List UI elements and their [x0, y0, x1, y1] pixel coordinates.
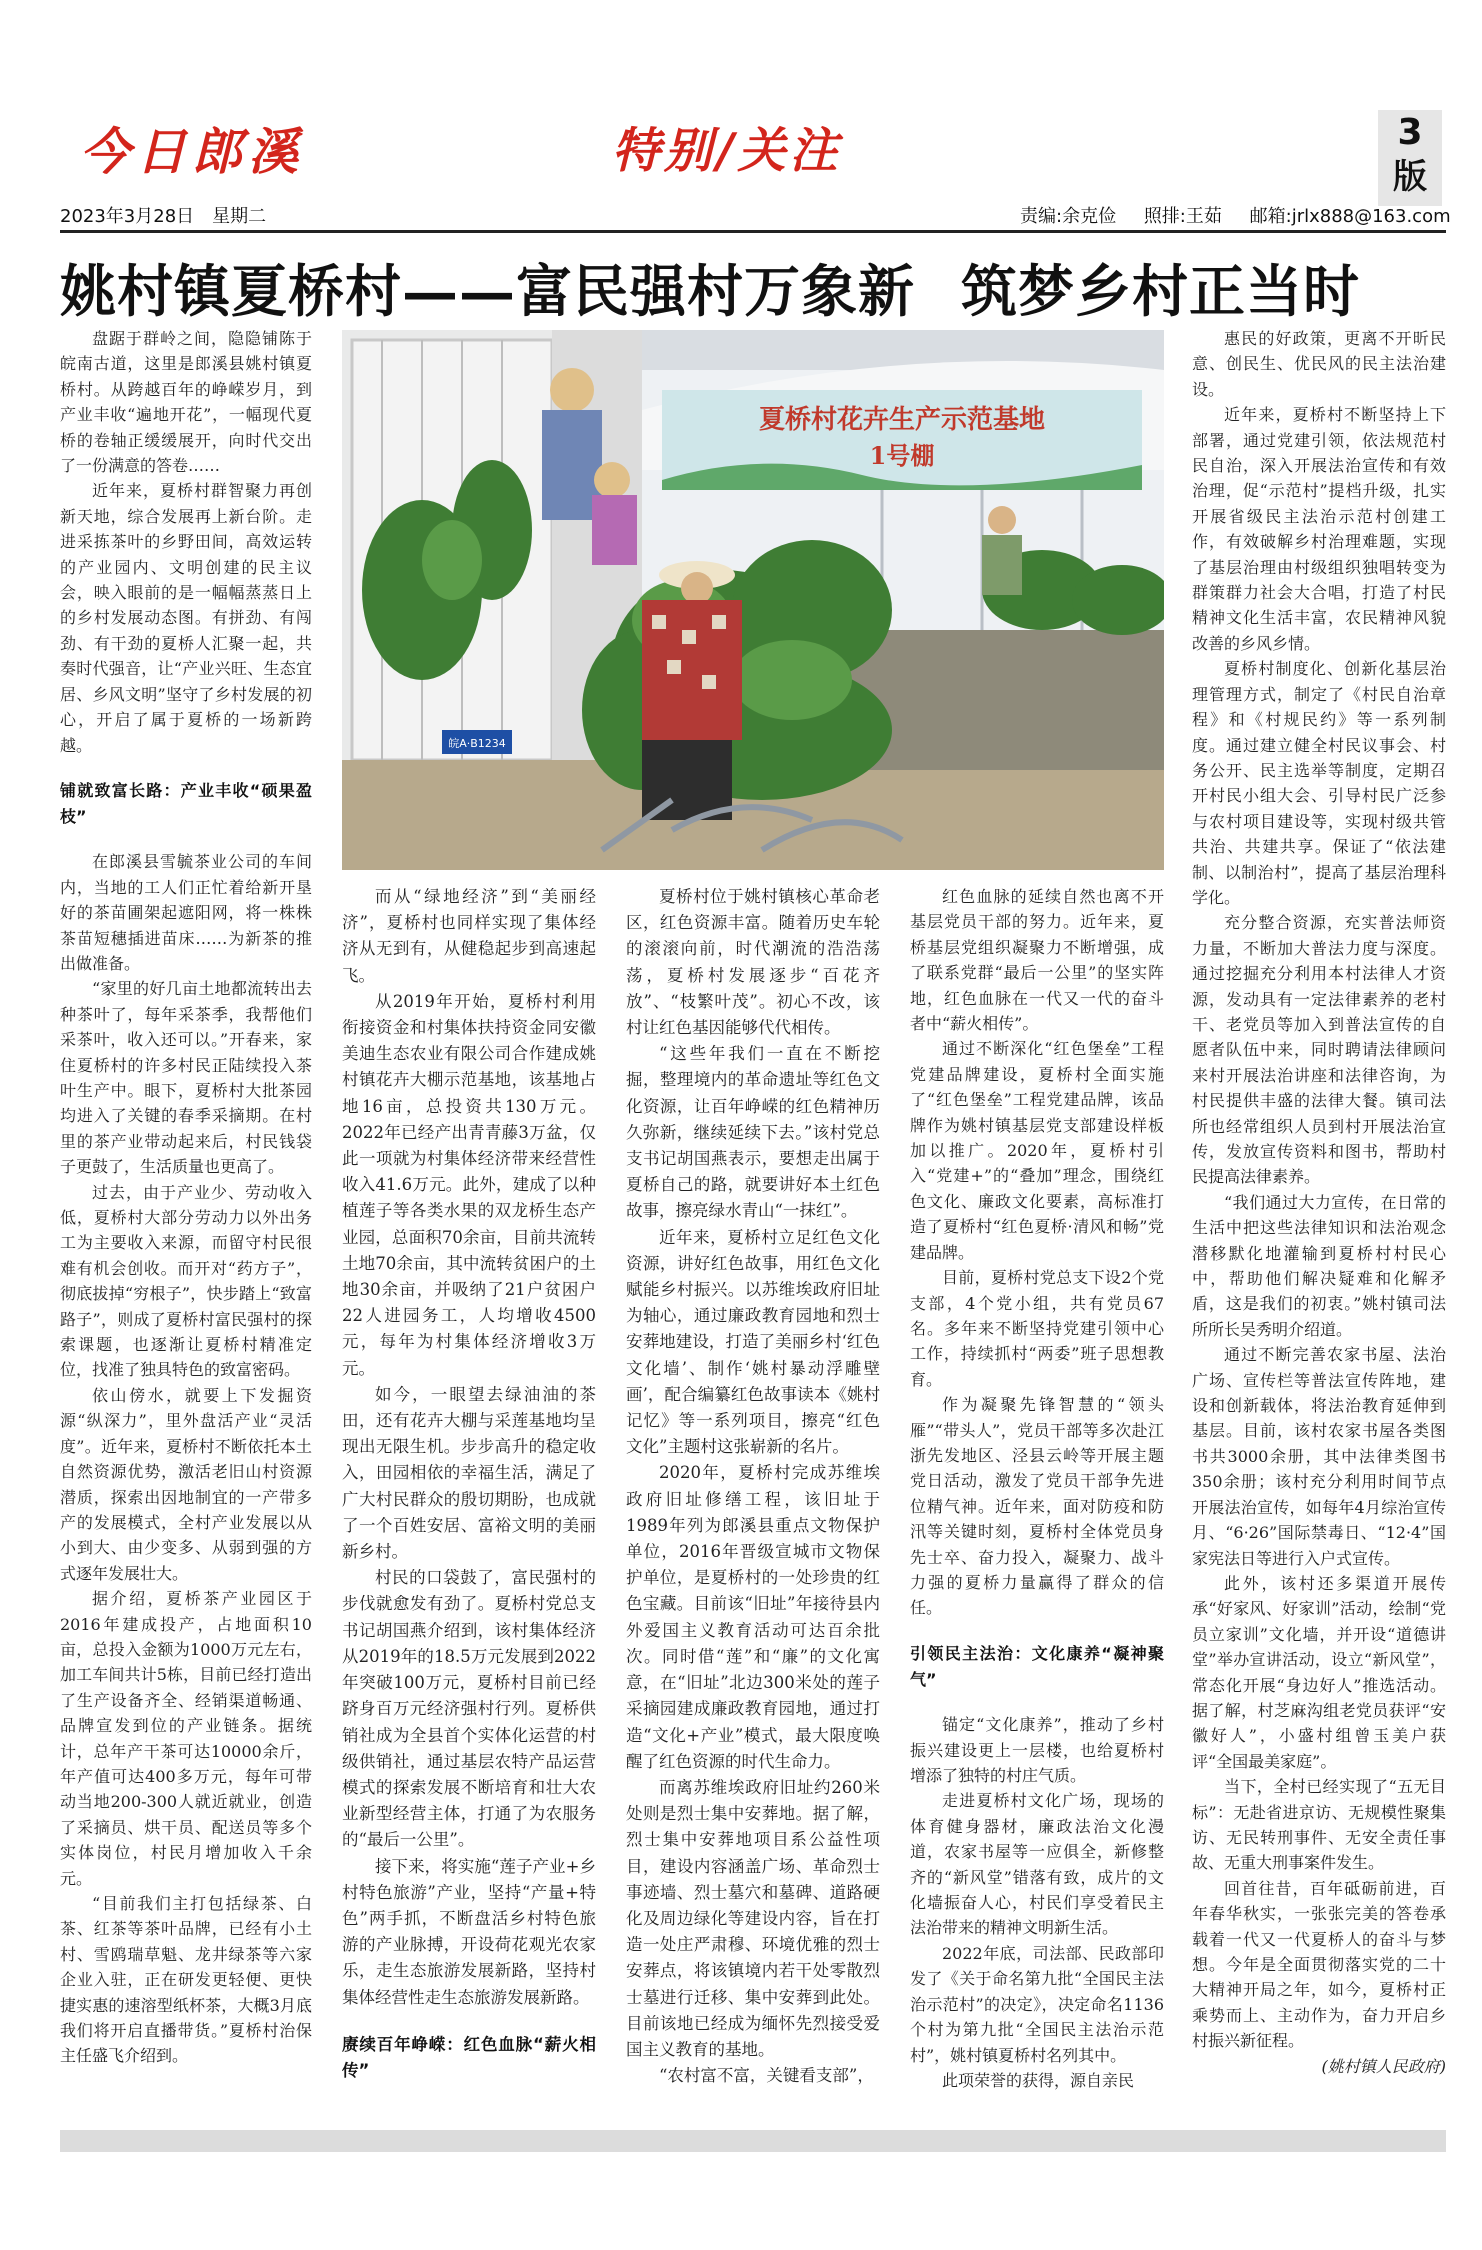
email-credit: 邮箱:jrlx888@163.com: [1249, 206, 1451, 227]
issue-date: 2023年3月28日 星期二: [60, 206, 267, 227]
col4-para: 此项荣誉的获得，源自亲民: [942, 2070, 1135, 2090]
subheading-red-heritage: 赓续百年峥嵘：红色血脉“薪火相传”: [342, 2034, 596, 2080]
col3-para: 2020年，夏桥村完成苏维埃政府旧址修缮工程，该旧址于1989年列为郎溪县重点文物保护单位，2016年晋级宣城市文物保护单位，是夏桥村的一处珍贵的红色宝藏。目前该“旧址”年接待县内外爱国主义教育活动可达百余批次。同时借“莲”和“廉”的文化寓意，在“旧址”北边300米处的莲子采摘园建成廉政教育园地，通过打造“文化+产业”模式，最大限度唤醒了红色资源的时代生命力。: [626, 1463, 880, 1771]
col4-para: 走进夏桥村文化广场，现场的体育健身器材，廉政法治文化漫道，农家书屋等一应俱全，新修整齐的“新风堂”错落有致，成片的文化墙振奋人心，村民们享受着民主法治带来的精神文明新生活。: [910, 1791, 1164, 1938]
paper-name: 今日郎溪: [80, 122, 304, 181]
col4-para: 2022年底，司法部、民政部印发了《关于命名第九批“全国民主法治示范村”的决定》，决定命名1136个村为第九批“全国民主法治示范村”，姚村镇夏桥村名列其中。: [910, 1943, 1164, 2065]
column-3: [626, 884, 880, 2089]
col1-para: 在郎溪县雪毓茶业公司的车间内，当地的工人们正忙着给新开垦好的茶苗圃架起遮阳网，将一株株茶苗短穗插进苗床……为新茶的推出做准备。: [60, 852, 312, 973]
article-photo: [342, 330, 1164, 870]
photo-sign-text1: 夏桥村花卉生产示范基地: [758, 405, 1046, 435]
col1-para: 近年来，夏桥村群智聚力再创新天地，综合发展再上新台阶。走进采拣茶叶的乡野田间，高效运转的产业园内、文明创建的民主议会，映入眼前的是一幅幅蒸蒸日上的乡村发展动态图。有拼劲、有闯劲、有干劲的夏桥人汇聚一起，共奏时代强音，让“产业兴旺、生态宜居、乡风文明”坚守了乡村发展的初心，开启了属于夏桥的一场新跨越。: [60, 481, 312, 755]
col1-para: “家里的好几亩土地都流转出去种茶叶了，每年采茶季，我帮他们采茶叶，收入还可以。”开春来，家住夏桥村的许多村民正陆续投入茶叶生产中。眼下，夏桥村大批茶园均进入了关键的春季采摘期。在村里的茶产业带动起来后，村民钱袋子更鼓了，生活质量也更高了。: [60, 979, 312, 1177]
col2-para: 接下来，将实施“莲子产业+乡村特色旅游”产业，坚持“产量+特色”两手抓，不断盘活乡村特色旅游的产业脉搏，开设荷花观光农家乐，走生态旅游发展新路，坚持村集体经营性走生态旅游发展新路。: [342, 1856, 596, 2007]
col5-para: “我们通过大力宣传，在日常的生活中把这些法律知识和法治观念潜移默化地灌输到夏桥村村民心中，帮助他们解决疑难和化解矛盾，这是我们的初衷。”姚村镇司法所所长吴秀明介绍道。: [1192, 1192, 1446, 1339]
col2-para: 而从“绿地经济”到“美丽经济”，夏桥村也同样实现了集体经济从无到有，从健稳起步到高速起飞。: [342, 887, 596, 985]
credits-line: [1020, 202, 1451, 228]
subheading-industry: 铺就致富长路：产业丰收“硕果盈枝”: [60, 781, 312, 826]
column-2: [342, 884, 596, 2105]
headline-part1: 姚村镇夏桥村——富民强村万象新: [60, 259, 915, 325]
col5-para: 近年来，夏桥村不断坚持上下部署，通过党建引领，依法规范村民自治，深入开展法治宣传和有效治理，促“示范村”提档升级，扎实开展省级民主法治示范村创建工作，有效破解乡村治理难题，实现了基层治理由村级组织独唱转变为群策群力社会大合唱，打造了村民精神文化生活丰富，农民精神风貌改善的乡风乡情。: [1192, 405, 1446, 653]
col4-para: 红色血脉的延续自然也离不开基层党员干部的努力。近年来，夏桥基层党组织凝聚力不断增强，成了联系党群“最后一公里”的坚实阵地，红色血脉在一代又一代的奋斗者中“薪火相传”。: [910, 887, 1164, 1034]
editor-credit: 责编:余克俭: [1020, 206, 1117, 227]
col1-para: 依山傍水，就要上下发掘资源“纵深力”，里外盘活产业“灵活度”。近年来，夏桥村不断依托本土自然资源优势，激活老旧山村资源潜质，探索出因地制宜的一产带多产的发展模式，全村产业发展以从小到大、由少变多、从弱到强的方式逐年发展壮大。: [60, 1385, 312, 1583]
col5-para: 回首往昔，百年砥砺前进，百年春华秋实，一张张完美的答卷承载着一代又一代夏桥人的奋斗与梦想。今年是全面贯彻落实党的二十大精神开局之年，如今，夏桥村正乘势而上、主动作为，奋力开启乡村振兴新征程。: [1192, 1878, 1446, 2051]
col4-para: 作为凝聚先锋智慧的“领头雁”“带头人”，党员干部等多次赴江浙先发地区、泾县云岭等开展主题党日活动，激发了党员干部争先进位精气神。近年来，面对防疫和防汛等关键时刻，夏桥村全体党员身先士卒、奋力投入，凝聚力、战斗力强的夏桥力量赢得了群众的信任。: [910, 1395, 1164, 1618]
col2-para: 从2019年开始，夏桥村利用衔接资金和村集体扶持资金同安徽美迪生态农业有限公司合作建成姚村镇花卉大棚示范基地，该基地占地16亩，总投资共130万元。2022年已经产出青青藤3万盆，仅此一项就为村集体经济带来经营性收入41.6万元。此外，建成了以种植莲子等各类水果的双龙桥生态产业园，总面积70余亩，目前共流转土地70余亩，其中流转贫困户的土地30余亩，并吸纳了21户贫困户22人进园务工，人均增收4500元，每年为村集体经济增收3万元。: [342, 991, 596, 1378]
page-number: 3: [1397, 112, 1423, 153]
col2-para: 如今，一眼望去绿油油的茶田，还有花卉大棚与采莲基地均呈现出无限生机。步步高升的稳定收入，田园相依的幸福生活，满足了广大村民群众的殷切期盼，也成就了一个百姓安居、富裕文明的美丽新乡村。: [342, 1384, 596, 1562]
col5-para: 通过不断完善农家书屋、法治广场、宣传栏等普法宣传阵地，建设和创新载体，将法治教育延伸到基层。目前，该村农家书屋各类图书共3000余册，其中法律类图书350余册；该村充分利用时间节点开展法治宣传，如每年4月综治宣传月、“6·26”国际禁毒日、“12·4”国家宪法日等进行入户式宣传。: [1192, 1345, 1446, 1568]
col1-para: 盘踞于群岭之间，隐隐铺陈于皖南古道，这里是郎溪县姚村镇夏桥村。从跨越百年的峥嵘岁月，到产业丰收“遍地开花”，一幅现代夏桥的卷轴正缓缓展开，向时代交出了一份满意的答卷……: [60, 329, 312, 476]
col4-para: 目前，夏桥村党总支下设2个党支部，4个党小组，共有党员67名。多年来不断坚持党建引领中心工作，持续抓村“两委”班子思想教育。: [910, 1268, 1164, 1389]
article-signature: (姚村镇人民政府): [1321, 2056, 1446, 2076]
photo-license-plate: 皖A·B1234: [448, 737, 506, 750]
article-headline: [60, 248, 1446, 328]
page-number-badge: [1378, 110, 1442, 206]
col4-para: 通过不断深化“红色堡垒”工程党建品牌建设，夏桥村全面实施了“红色堡垒”工程党建品牌，该品牌作为姚村镇基层党支部建设样板加以推广。2020年，夏桥村引入“党建+”的“叠加”理念，围绕红色文化、廉政文化要素，高标准打造了夏桥村“红色夏桥·清风和畅”党建品牌。: [910, 1039, 1164, 1262]
photo-editor-credit: 照排:王茹: [1143, 206, 1222, 227]
column-5: [1192, 326, 1446, 2079]
col1-para: 据介绍，夏桥茶产业园区于2016年建成投产，占地面积10亩，总投入金额为1000万元左右，加工车间共计5栋，目前已经打造出了生产设备齐全、经销渠道畅通、品牌宣发到位的产业链条。据统计，总年产干茶可达10000余斤，年产值可达400多万元，每年可带动当地200-300人就近就业，创造了采摘员、烘干员、配送员等多个实体岗位，村民月增加收入千余元。: [60, 1589, 312, 1888]
col1-para: 过去，由于产业少、劳动收入低，夏桥村大部分劳动力以外出务工为主要收入来源，而留守村民很难有机会创收。而开对“药方子”，彻底拔掉“穷根子”，快步踏上“致富路子”，则成了夏桥村富民强村的探索课题，也逐渐让夏桥村精准定位，找准了独具特色的致富密码。: [60, 1182, 312, 1380]
col3-para: “这些年我们一直在不断挖掘，整理境内的革命遗址等红色文化资源，让百年峥嵘的红色精神历久弥新，继续延续下去。”该村党总支书记胡国燕表示，要想走出属于夏桥自己的路，就要讲好本土红色故事，擦亮绿水青山“一抹红”。: [626, 1044, 880, 1221]
column-4: [910, 884, 1164, 2093]
col3-para: “农村富不富，关键看支部”，: [659, 2066, 874, 2086]
col5-para: 充分整合资源，充实普法师资力量，不断加大普法力度与深度。通过挖掘充分利用本村法律人才资源，发动具有一定法律素养的老村干、老党员等加入到普法宣传的自愿者队伍中来，同时聘请法律顾问来村开展法治讲座和法律咨询，为村民提供丰盛的法律大餐。镇司法所也经常组织人员到村开展法治宣传，发放宣传资料和图书，帮助村民提高法律素养。: [1192, 913, 1446, 1187]
section-title: 特别/关注: [612, 123, 842, 179]
headline-part2: 筑梦乡村正当时: [961, 259, 1360, 325]
photo-sign-text2: 1号棚: [869, 441, 935, 470]
col3-para: 而离苏维埃政府旧址约260米处则是烈士集中安葬地。据了解，烈士集中安葬地项目系公益性项目，建设内容涵盖广场、革命烈士事迹墙、烈士墓穴和墓碑、道路硬化及周边绿化等建设内容，旨在打造一处庄严肃穆、环境优雅的烈士安葬点，将该镇境内若干处零散烈士墓进行迁移、集中安葬到此处。目前该地已经成为缅怀先烈接受爱国主义教育的基地。: [626, 1777, 880, 2059]
col5-para: 夏桥村制度化、创新化基层治理管理方式，制定了《村民自治章程》和《村规民约》等一系列制度。通过建立健全村民议事会、村务公开、民主选举等制度，定期召开村民小组大会、引导村民广泛参与农村项目建设等，实现村级共管共治、共建共享。保证了“依法建制、以制治村”，提高了基层治理科学化。: [1192, 659, 1446, 907]
page-unit: 版: [1393, 157, 1427, 197]
col4-para: 锚定“文化康养”，推动了乡村振兴建设更上一层楼，也给夏桥村增添了独特的村庄气质。: [910, 1715, 1164, 1786]
masthead-rule: [60, 230, 1446, 233]
col5-para: 当下，全村已经实现了“五无目标”：无赴省进京访、无规模性聚集访、无民转刑事件、无安全责任事故、无重大刑事案件发生。: [1192, 1777, 1446, 1873]
column-1: [60, 326, 312, 2069]
col2-para: 村民的口袋鼓了，富民强村的步伐就愈发有劲了。夏桥村党总支书记胡国燕介绍到，该村集体经济从2019年的18.5万元发展到2022年突破100万元，夏桥村目前已经跻身百万元经济强村行列。夏桥供销社成为全县首个实体化运营的村级供销社，通过基层农特产品运营模式的探索发展不断培育和壮大农业新型经营主体，打通了为农服务的“最后一公里”。: [342, 1568, 596, 1850]
col1-para: “目前我们主打包括绿茶、白茶、红茶等茶叶品牌，已经有小土村、雪鸥瑞草魁、龙井绿茶等六家企业入驻，正在研发更轻便、更快捷实惠的速溶型纸杯茶，大概3月底我们将开启直播带货。”夏桥村治保主任盛飞介绍到。: [60, 1894, 312, 2066]
subheading-rule-of-law: 引领民主法治：文化康养“凝神聚气”: [910, 1644, 1164, 1689]
col3-para: 近年来，夏桥村立足红色文化资源，讲好红色故事，用红色文化赋能乡村振兴。以苏维埃政府旧址为轴心，通过廉政教育园地和烈士安葬地建设，打造了美丽乡村‘红色文化墙’、制作‘姚村暴动浮雕壁画’，配合编纂红色故事读本《姚村记忆》等一系列项目，擦亮“红色文化”主题村这张崭新的名片。: [626, 1227, 880, 1457]
col3-para: 夏桥村位于姚村镇核心革命老区，红色资源丰富。随着历史车轮的滚滚向前，时代潮流的浩浩荡荡，夏桥村发展逐步“百花齐放”、“枝繁叶茂”。初心不改，该村让红色基因能够代代相传。: [626, 887, 880, 1038]
col5-para: 此外，该村还多渠道开展传承“好家风、好家训”活动，绘制“党员立家训”文化墙，并开设“道德讲堂”举办宣讲活动，设立“新风堂”，常态化开展“身边好人”推选活动。据了解，村芝麻沟组老党员获评“安徽好人”，小盛村组曾玉美户获评“全国最美家庭”。: [1192, 1573, 1446, 1771]
footer-bar: [60, 2130, 1446, 2152]
col5-para: 惠民的好政策，更离不开昕民意、创民生、优民风的民主法治建设。: [1192, 329, 1446, 399]
